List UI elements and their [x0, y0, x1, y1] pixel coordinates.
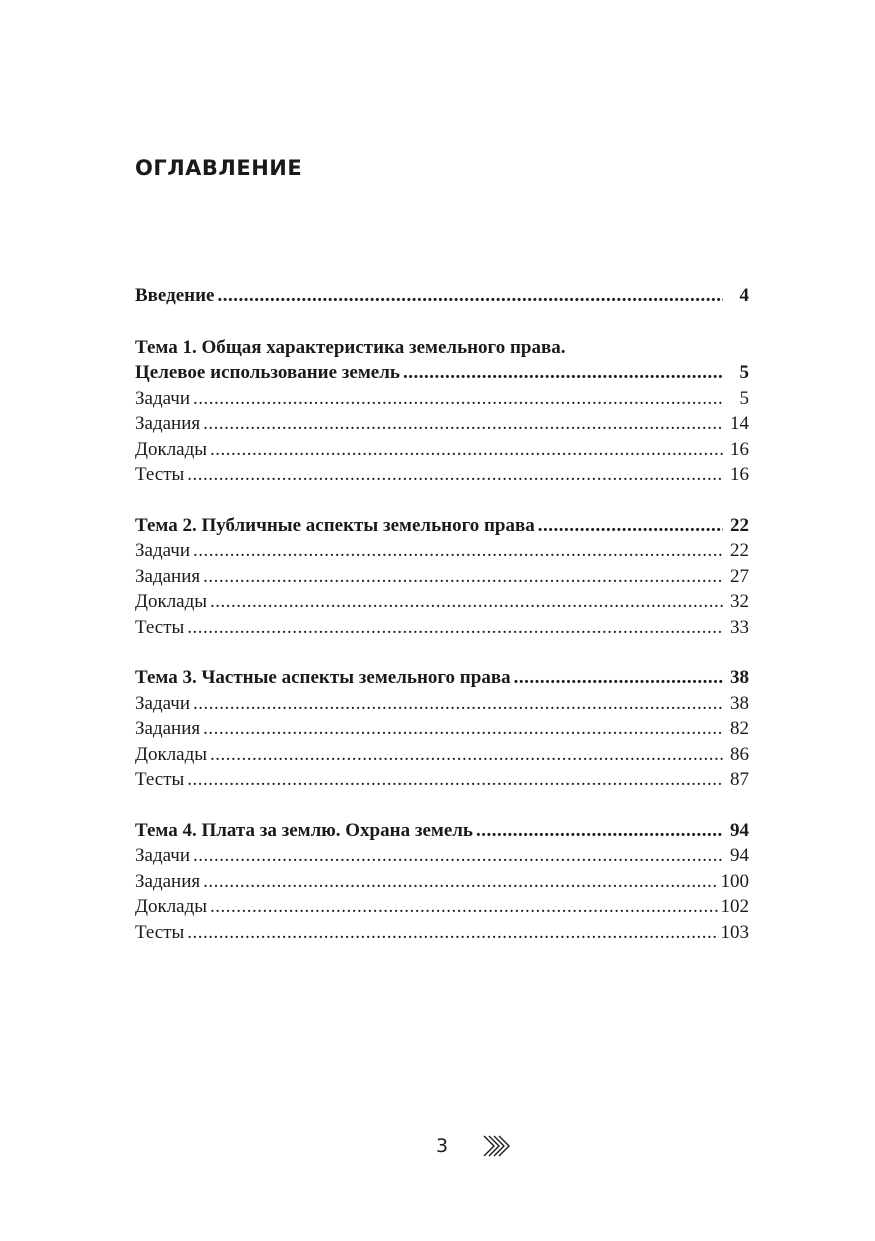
- toc-entry-tests[interactable]: [135, 462, 749, 488]
- page-title: ОГЛАВЛЕНИЕ: [135, 156, 303, 180]
- dot-leader: [538, 513, 723, 539]
- chevrons-right-icon: [482, 1134, 512, 1158]
- toc-entry-tasks[interactable]: [135, 538, 749, 564]
- toc-entry-label: Тесты: [135, 464, 185, 485]
- dot-leader: [187, 920, 718, 946]
- toc-entry-tasks[interactable]: [135, 843, 749, 869]
- dot-leader: [203, 869, 718, 895]
- toc-entry-reports[interactable]: [135, 589, 749, 615]
- toc-section-title: Тема 1. Общая характеристика земельного права.: [135, 336, 566, 358]
- toc-section-2[interactable]: [135, 513, 749, 539]
- toc-entry-assignments[interactable]: [135, 716, 749, 742]
- toc-entry-page: 33: [730, 616, 749, 638]
- dot-leader: [187, 615, 723, 641]
- toc-section-4[interactable]: [135, 818, 749, 844]
- toc-section-title: Тема 3. Частные аспекты земельного права: [135, 667, 511, 688]
- toc-entry-page: 32: [730, 591, 749, 612]
- toc-entry-page: 87: [730, 769, 749, 790]
- dot-leader: [210, 437, 723, 463]
- dot-leader: [203, 411, 723, 437]
- toc-entry-page: 94: [730, 819, 749, 841]
- toc-entry-page: 100: [720, 870, 749, 892]
- toc-entry-assignments[interactable]: [135, 564, 749, 590]
- toc-entry-label: Задания: [135, 413, 201, 434]
- toc-entry-tasks[interactable]: [135, 386, 749, 412]
- dot-leader: [187, 767, 723, 793]
- dot-leader: [210, 894, 718, 920]
- dot-leader: [514, 665, 723, 691]
- toc-entry-assignments[interactable]: [135, 411, 749, 437]
- toc-entry-label: Задания: [135, 718, 201, 739]
- dot-leader: [193, 691, 723, 717]
- toc-entry-label: Задачи: [135, 387, 191, 409]
- page-number: 3: [436, 1135, 449, 1157]
- toc-section-title: Целевое использование земель: [135, 362, 400, 383]
- toc-section-title: Тема 2. Публичные аспекты земельного права: [135, 514, 535, 536]
- toc-entry-page: 14: [730, 413, 749, 434]
- dot-leader: [218, 283, 724, 309]
- toc-entry-tests[interactable]: [135, 615, 749, 641]
- toc-entry-label: Доклады: [135, 743, 208, 765]
- dot-leader: [210, 589, 723, 615]
- toc-section-title: Тема 4. Плата за землю. Охрана земель: [135, 819, 473, 841]
- toc-entry-page: 103: [720, 921, 749, 943]
- dot-leader: [203, 716, 723, 742]
- toc-entry-label: Задачи: [135, 845, 191, 866]
- toc-entry-label: Задания: [135, 870, 201, 892]
- toc-entry-page: 22: [730, 540, 749, 561]
- toc-entry-label: Тесты: [135, 616, 185, 638]
- toc-entry-page: 94: [730, 845, 749, 866]
- toc-entry-reports[interactable]: [135, 742, 749, 768]
- toc-entry-label: Задачи: [135, 692, 191, 714]
- toc-entry-tasks[interactable]: [135, 691, 749, 717]
- toc-entry-page: 86: [730, 743, 749, 765]
- toc-entry-label: Задания: [135, 565, 201, 587]
- toc-entry-label: Введение: [135, 285, 215, 306]
- toc-entry-tests[interactable]: [135, 920, 749, 946]
- dot-leader: [403, 360, 723, 386]
- toc-section-1[interactable]: [135, 360, 749, 386]
- toc-entry-label: Доклады: [135, 591, 208, 612]
- dot-leader: [476, 818, 723, 844]
- dot-leader: [193, 386, 723, 412]
- toc-entry-assignments[interactable]: [135, 869, 749, 895]
- toc-entry-introduction[interactable]: [135, 283, 749, 309]
- page-footer: [0, 1131, 875, 1161]
- toc-entry-tests[interactable]: [135, 767, 749, 793]
- toc-entry-page: 5: [739, 362, 749, 383]
- toc-section-title-line[interactable]: [135, 335, 749, 361]
- dot-leader: [193, 843, 723, 869]
- toc-entry-reports[interactable]: [135, 437, 749, 463]
- toc-section-3[interactable]: [135, 665, 749, 691]
- dot-leader: [203, 564, 723, 590]
- toc-entry-label: Доклады: [135, 438, 208, 460]
- toc-entry-page: 16: [730, 438, 749, 460]
- toc-entry-page: 4: [739, 285, 749, 306]
- toc-entry-label: Доклады: [135, 896, 208, 917]
- dot-leader: [187, 462, 723, 488]
- toc-entry-page: 5: [739, 387, 749, 409]
- toc-entry-page: 102: [720, 896, 749, 917]
- toc-entry-page: 38: [730, 667, 749, 688]
- toc-entry-label: Тесты: [135, 769, 185, 790]
- toc-entry-page: 82: [730, 718, 749, 739]
- toc-entry-label: Тесты: [135, 921, 185, 943]
- toc-entry-reports[interactable]: [135, 894, 749, 920]
- dot-leader: [210, 742, 723, 768]
- toc-entry-label: Задачи: [135, 540, 191, 561]
- toc-entry-page: 38: [730, 692, 749, 714]
- toc-entry-page: 27: [730, 565, 749, 587]
- dot-leader: [193, 538, 723, 564]
- toc-entry-page: 16: [730, 464, 749, 485]
- toc-entry-page: 22: [730, 514, 749, 536]
- table-of-contents: [135, 283, 749, 945]
